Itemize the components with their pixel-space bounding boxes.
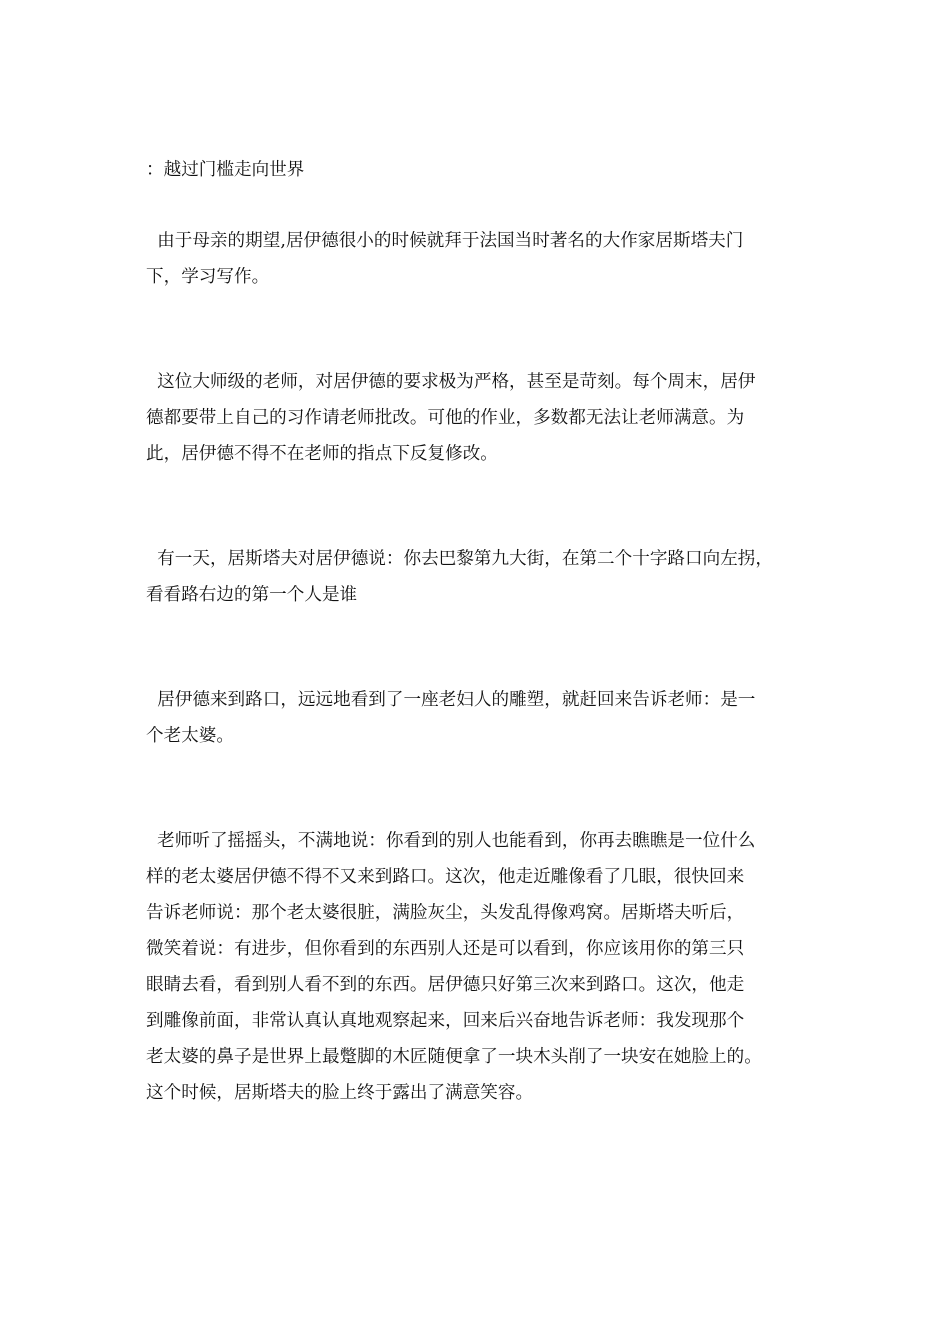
paragraph-2-line-3: 此，居伊德不得不在老师的指点下反复修改。 bbox=[146, 444, 498, 464]
paragraph-1-line-1: 由于母亲的期望,居伊德很小的时候就拜于法国当时著名的大作家居斯塔夫门 bbox=[146, 231, 744, 251]
paragraph-5-line-1: 老师听了摇摇头，不满地说：你看到的别人也能看到，你再去瞧瞧是一位什么 bbox=[146, 831, 756, 851]
paragraph-5-line-3: 告诉老师说：那个老太婆很脏，满脸灰尘，头发乱得像鸡窝。居斯塔夫听后， bbox=[146, 903, 745, 923]
paragraph-5-line-6: 到雕像前面，非常认真认真地观察起来，回来后兴奋地告诉老师：我发现那个 bbox=[146, 1011, 745, 1031]
paragraph-5-line-5: 眼睛去看，看到别人看不到的东西。居伊德只好第三次来到路口。这次，他走 bbox=[146, 975, 745, 995]
document-title: ：越过门槛走向世界 bbox=[146, 160, 305, 180]
paragraph-3-line-2: 看看路右边的第一个人是谁 bbox=[146, 585, 358, 605]
paragraph-5-line-8: 这个时候，居斯塔夫的脸上终于露出了满意笑容。 bbox=[146, 1083, 534, 1103]
paragraph-5-line-4: 微笑着说：有进步，但你看到的东西别人还是可以看到，你应该用你的第三只 bbox=[146, 939, 745, 959]
paragraph-5-line-7: 老太婆的鼻子是世界上最蹩脚的木匠随便拿了一块木头削了一块安在她脸上的。 bbox=[146, 1047, 762, 1067]
paragraph-2-line-2: 德都要带上自己的习作请老师批改。可他的作业，多数都无法让老师满意。为 bbox=[146, 408, 745, 428]
paragraph-4-line-1: 居伊德来到路口，远远地看到了一座老妇人的雕塑，就赶回来告诉老师：是一 bbox=[146, 690, 756, 710]
paragraph-3-line-1: 有一天，居斯塔夫对居伊德说：你去巴黎第九大街，在第二个十字路口向左拐， bbox=[146, 549, 773, 569]
paragraph-1-line-2: 下，学习写作。 bbox=[146, 267, 270, 287]
paragraph-4-line-2: 个老太婆。 bbox=[146, 726, 234, 746]
paragraph-2-line-1: 这位大师级的老师，对居伊德的要求极为严格，甚至是苛刻。每个周末，居伊 bbox=[146, 372, 756, 392]
paragraph-5-line-2: 样的老太婆居伊德不得不又来到路口。这次，他走近雕像看了几眼，很快回来 bbox=[146, 867, 745, 887]
